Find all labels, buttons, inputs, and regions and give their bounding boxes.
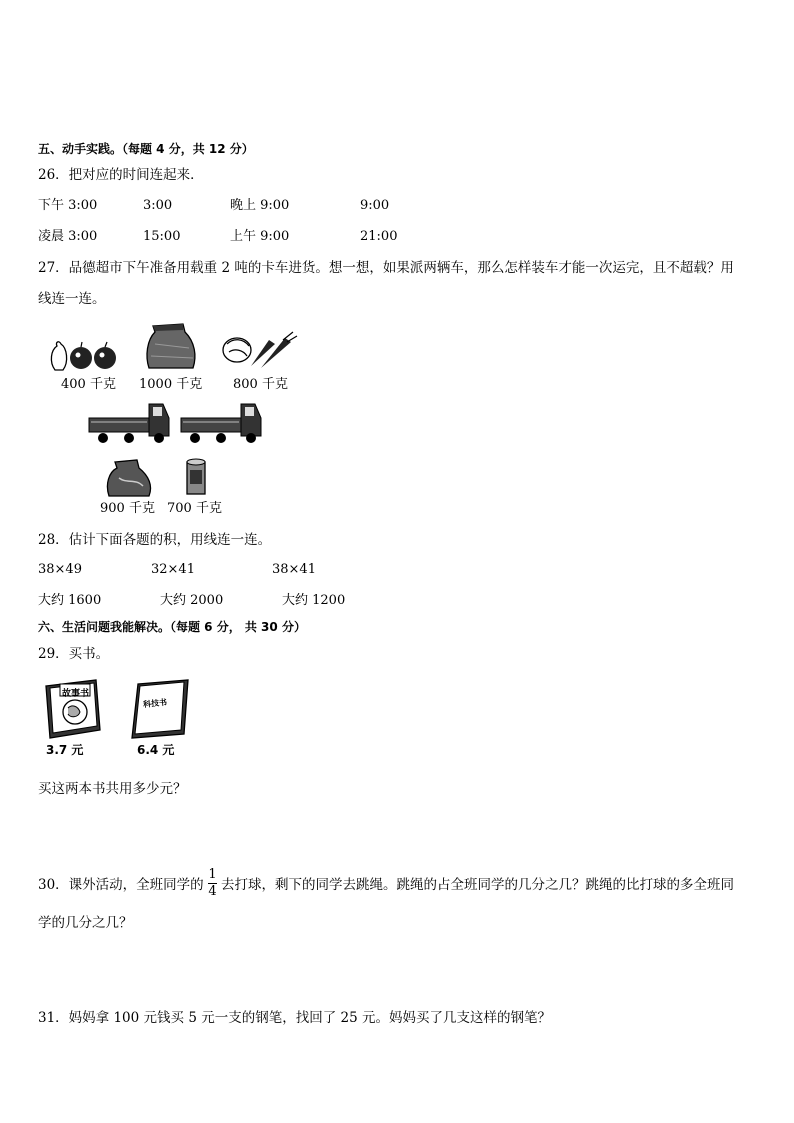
weight-label: 1000 千克 bbox=[139, 377, 203, 392]
section5-heading: 五、动手实践。（每题 4 分，共 12 分） bbox=[38, 142, 254, 156]
price-label: 6.4 元 bbox=[137, 743, 175, 757]
q27-line1: 27．品德超市下午准备用载重 2 吨的卡车进货。想一想，如果派两辆车，那么怎样装车才能一次运完，且不超载？用 bbox=[38, 260, 734, 276]
time-label: 晚上 9:00 bbox=[230, 198, 290, 213]
estimate-label: 大约 1600 bbox=[38, 593, 102, 608]
sack-icon bbox=[147, 324, 195, 368]
expression-label: 32×41 bbox=[151, 562, 195, 577]
fruit-icon bbox=[51, 342, 116, 370]
weight-label: 400 千克 bbox=[61, 377, 116, 392]
q30-suffix: 去打球，剩下的同学去跳绳。跳绳的占全班同学的几分之几？跳绳的比打球的多全班同 bbox=[221, 877, 734, 893]
q30-prefix: 30．课外活动，全班同学的 bbox=[38, 877, 204, 893]
weight-label: 900 千克 bbox=[100, 501, 155, 516]
expression-label: 38×49 bbox=[38, 562, 82, 577]
bag-icon bbox=[107, 460, 150, 496]
fraction-numerator: 1 bbox=[208, 867, 217, 882]
time-label: 9:00 bbox=[360, 198, 390, 213]
time-label: 15:00 bbox=[143, 229, 181, 244]
book-cover-title: 故事书 bbox=[62, 689, 90, 699]
q31-text: 31．妈妈拿 100 元钱买 5 元一支的钢笔，找回了 25 元。妈妈买了几支这样的钢笔？ bbox=[38, 1010, 551, 1026]
truck-icon bbox=[89, 404, 169, 443]
q26-text: 26．把对应的时间连起来． bbox=[38, 167, 204, 183]
q29-question: 买这两本书共用多少元？ bbox=[38, 781, 187, 797]
q28-text: 28．估计下面各题的积，用线连一连。 bbox=[38, 532, 272, 548]
q27-line2: 线连一连。 bbox=[38, 291, 106, 307]
truck-icon bbox=[181, 404, 261, 443]
can-icon bbox=[187, 459, 205, 494]
time-label: 凌晨 3:00 bbox=[38, 229, 98, 244]
time-label: 上午 9:00 bbox=[230, 229, 290, 244]
estimate-label: 大约 1200 bbox=[282, 593, 346, 608]
q30-line2: 学的几分之几？ bbox=[38, 915, 133, 931]
fraction-denominator: 4 bbox=[208, 884, 217, 899]
expression-label: 38×41 bbox=[272, 562, 316, 577]
weight-label: 700 千克 bbox=[167, 501, 222, 516]
time-label: 下午 3:00 bbox=[38, 198, 98, 213]
section6-heading: 六、生活问题我能解决。（每题 6 分， 共 30 分） bbox=[38, 620, 306, 634]
fraction bbox=[208, 868, 217, 899]
estimate-label: 大约 2000 bbox=[160, 593, 224, 608]
q29-text: 29．买书。 bbox=[38, 646, 110, 662]
weight-label: 800 千克 bbox=[233, 377, 288, 392]
time-label: 21:00 bbox=[360, 229, 398, 244]
time-label: 3:00 bbox=[143, 198, 173, 213]
vegetable-icon bbox=[223, 332, 297, 368]
price-label: 3.7 元 bbox=[46, 743, 84, 757]
q27-illustration bbox=[45, 318, 305, 523]
book-cover-title: 科技书 bbox=[142, 696, 168, 710]
